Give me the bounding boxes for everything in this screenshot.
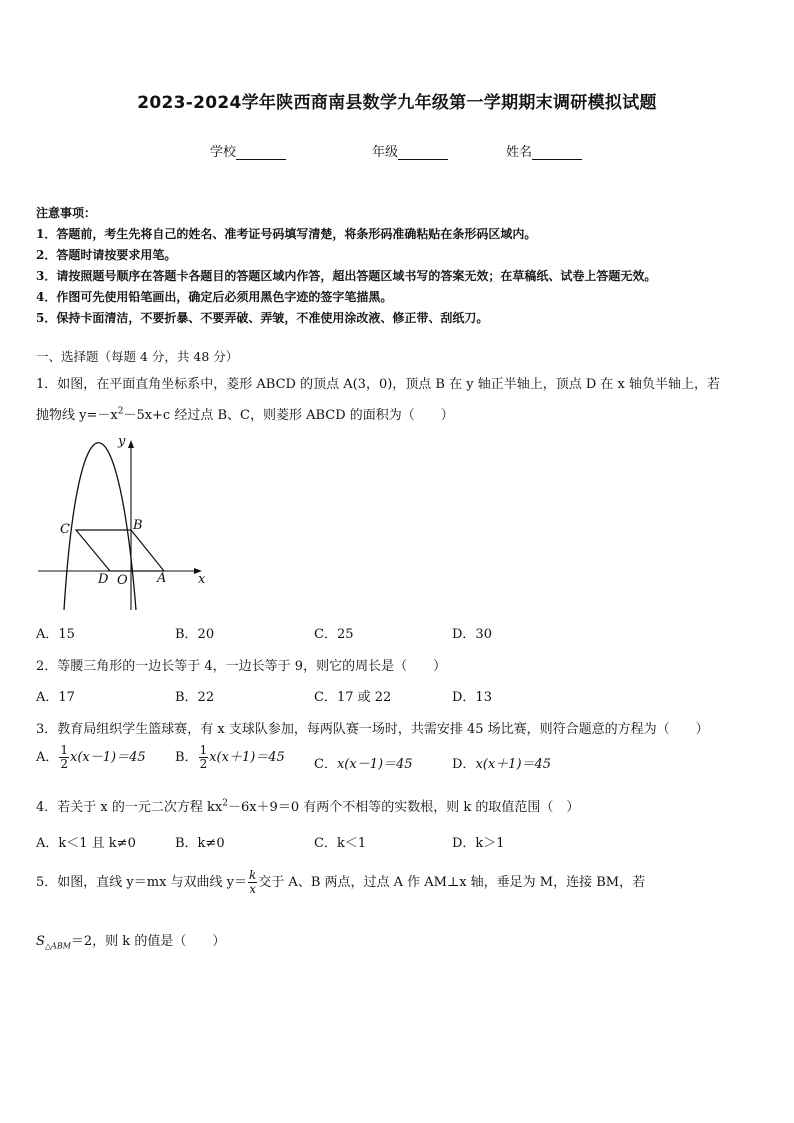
half-fraction	[199, 744, 209, 771]
q1-option-c[interactable]: C．25	[314, 627, 354, 642]
page-title: 2023-2024学年陕西商南县数学九年级第一学期期末调研模拟试题	[137, 93, 657, 113]
q3-stem: 3．教育局组织学生篮球赛，有 x 支球队参加，每两队赛一场时，共需安排 45 场比赛，则符合题意的方程为（ ）	[36, 722, 709, 737]
note-item: 3．请按照题号顺序在答题卡各题目的答题区域内作答，超出答题区域书写的答案无效；在草稿纸、试卷上答题无效。	[36, 269, 657, 283]
fraction-numerator: 1	[199, 743, 208, 757]
q5-stem-line2	[36, 930, 225, 951]
q4-option-d[interactable]: D．k＞1	[452, 836, 505, 851]
grade-blank[interactable]	[398, 145, 448, 160]
q4-option-c[interactable]: C．k＜1	[314, 836, 367, 851]
q1-stem-line1: 1．如图，在平面直角坐标系中，菱形 ABCD 的顶点 A(3，0)，顶点 B 在 y 轴正半轴上，顶点 D 在 x 轴负半轴上，若	[36, 377, 721, 392]
label-a: A	[157, 571, 167, 586]
q2-stem: 2．等腰三角形的一边长等于 4，一边长等于 9，则它的周长是（ ）	[36, 659, 447, 674]
label-d: D	[98, 572, 109, 587]
q3-option-b[interactable]	[175, 744, 285, 771]
name-field[interactable]	[506, 141, 582, 160]
k-over-x-fraction	[248, 869, 257, 896]
q1-stem-part: 抛物线 y=－x	[36, 408, 118, 423]
q1-option-d[interactable]: D．30	[452, 627, 492, 642]
q4-option-a[interactable]: A．k＜1 且 k≠0	[36, 836, 136, 851]
fraction-denominator: 2	[199, 757, 208, 771]
label-y: y	[118, 434, 126, 449]
label-c: C	[60, 522, 70, 537]
q4-option-b[interactable]: B．k≠0	[175, 836, 225, 851]
q2-option-d[interactable]: D．13	[452, 690, 492, 705]
q3-option-b-expression: x(x＋1)＝45	[209, 750, 285, 765]
name-label: 姓名	[506, 145, 533, 160]
q1-exponent: 2	[117, 406, 124, 417]
q5-stem-part: 5．如图，直线 y＝mx 与双曲线 y＝	[36, 875, 248, 890]
q4-stem-part: 4．若关于 x 的一元二次方程 kx	[36, 800, 223, 815]
q3-option-c-expression: x(x－1)＝45	[336, 757, 413, 772]
notes-heading: 注意事项：	[36, 206, 97, 220]
q5-stem-part: 交于 A、B 两点，过点 A 作 AM⊥x 轴，垂足为 M，连接 BM，若	[258, 875, 646, 890]
q2-option-a[interactable]: A．17	[36, 690, 75, 705]
label-b: B	[133, 518, 143, 533]
q3-option-d-expression: x(x＋1)＝45	[475, 757, 552, 772]
q4-exponent: 2	[222, 798, 228, 809]
fraction-denominator: 2	[60, 757, 69, 771]
q4-stem	[36, 796, 579, 815]
q2-option-c[interactable]: C．17 或 22	[314, 690, 392, 705]
q1-option-b[interactable]: B．20	[175, 627, 215, 642]
q3-option-a-expression: x(x－1)＝45	[70, 750, 146, 765]
fraction-numerator: 1	[60, 743, 69, 757]
q1-stem-line2	[36, 404, 454, 423]
student-info-row	[0, 141, 794, 161]
rhombus-abcd	[76, 530, 164, 571]
y-axis-arrow	[128, 440, 134, 448]
q5-area-symbol: S	[36, 934, 45, 949]
notes-block	[36, 203, 766, 329]
q1-option-a[interactable]: A．15	[36, 627, 75, 642]
label-x: x	[198, 572, 206, 587]
grade-label: 年级	[372, 145, 399, 160]
q1-stem-part: －5x+c 经过点 B、C，则菱形 ABCD 的面积为（ ）	[123, 408, 454, 423]
q5-area-subscript: △ABM	[44, 941, 71, 951]
q3-option-b-label: B．	[175, 750, 198, 765]
note-item: 4．作图可先使用铅笔画出，确定后必须用黑色字迹的签字笔描黑。	[36, 290, 393, 304]
q4-stem-part: －6x＋9＝0 有两个不相等的实数根，则 k 的取值范围（ ）	[227, 800, 580, 815]
q3-option-d-label: D．	[452, 757, 476, 772]
q3-option-a[interactable]	[36, 744, 146, 771]
school-label: 学校	[210, 145, 237, 160]
section-title: 一、选择题（每题 4 分，共 48 分）	[36, 349, 239, 364]
q3-option-a-label: A．	[36, 750, 59, 765]
q3-option-c-label: C．	[314, 757, 337, 772]
half-fraction	[59, 744, 69, 771]
q3-option-c[interactable]	[314, 753, 413, 772]
q3-option-d[interactable]	[452, 753, 551, 772]
school-field[interactable]	[210, 141, 286, 160]
q1-figure	[36, 432, 216, 612]
school-blank[interactable]	[236, 145, 286, 160]
note-item: 2．答题时请按要求用笔。	[36, 248, 177, 262]
note-item: 1．答题前，考生先将自己的姓名、准考证号码填写清楚，将条形码准确粘贴在条形码区域内。	[36, 227, 537, 241]
fraction-numerator: k	[249, 868, 257, 882]
name-blank[interactable]	[532, 145, 582, 160]
q5-stem-part: ＝2，则 k 的值是（ ）	[70, 934, 226, 949]
grade-field[interactable]	[372, 141, 448, 160]
label-o: O	[117, 573, 128, 588]
note-item: 5．保持卡面清洁，不要折暴、不要弄破、弄皱，不准使用涂改液、修正带、刮纸刀。	[36, 311, 489, 325]
q5-stem-line1	[36, 869, 645, 896]
q2-option-b[interactable]: B．22	[175, 690, 215, 705]
fraction-denominator: x	[249, 882, 257, 896]
